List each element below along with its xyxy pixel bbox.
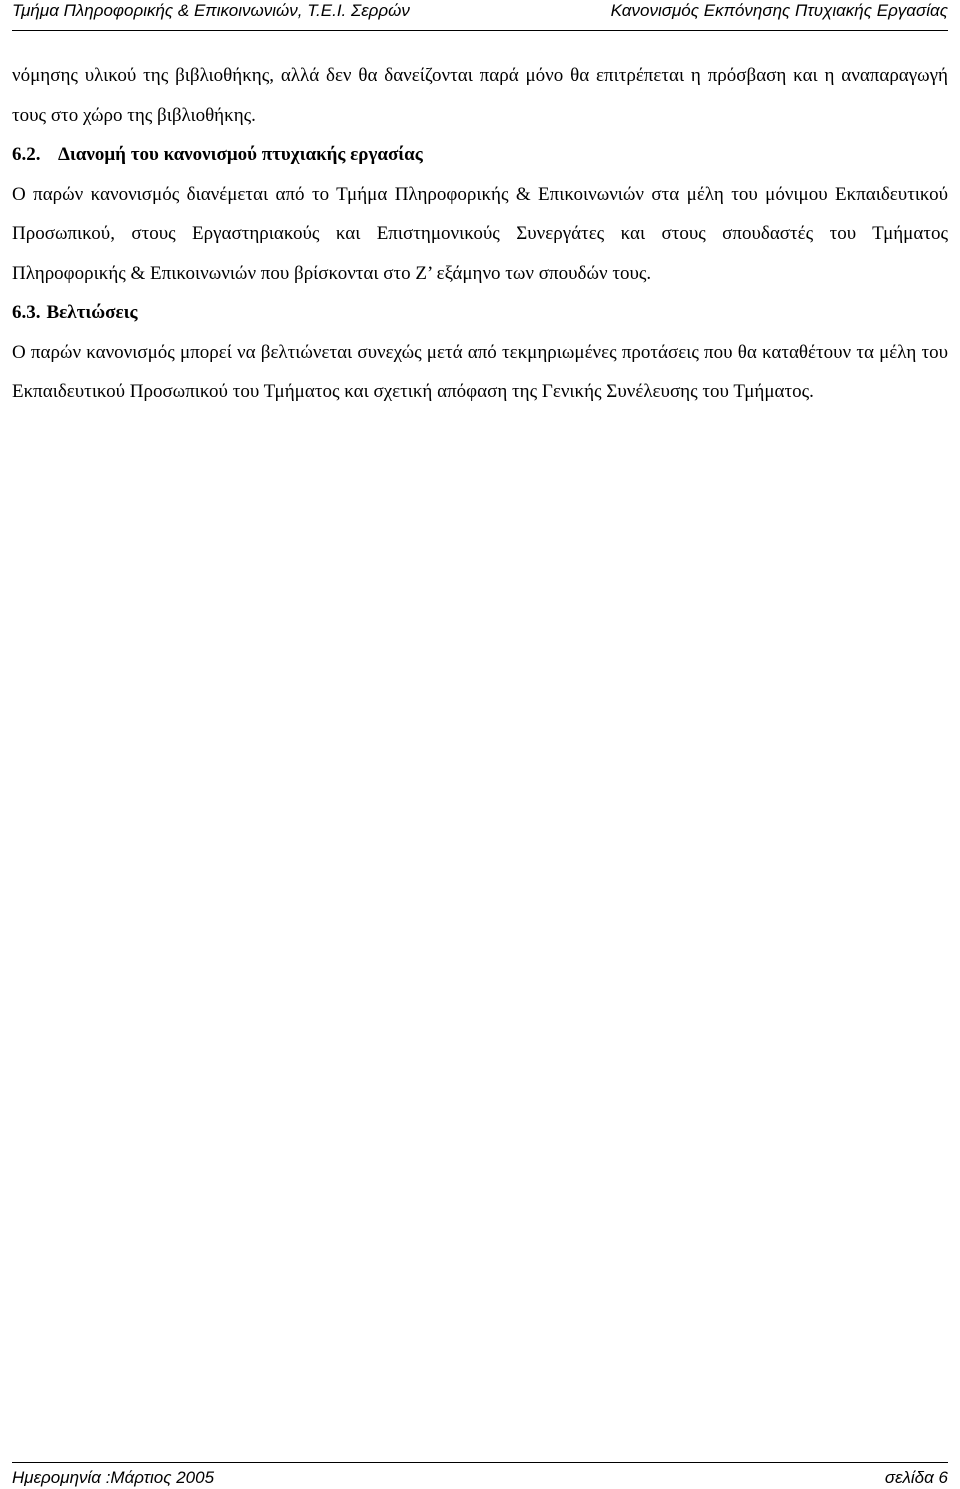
document-body	[12, 56, 948, 412]
section-6-2-title: Διανομή του κανονισμού πτυχιακής εργασίας	[58, 144, 423, 165]
section-6-2-heading	[12, 135, 948, 175]
section-6-3-heading	[12, 293, 948, 333]
intro-paragraph: νόμησης υλικού της βιβλιοθήκης, αλλά δεν θα δανείζονται παρά μόνο θα επιτρέπεται η πρόσβαση και η αναπαραγωγή τους στο χώρο της βιβλιοθήκης.	[12, 65, 948, 126]
section-6-3-number: 6.3.	[12, 302, 41, 323]
section-6-3-title: Βελτιώσεις	[46, 302, 138, 323]
section-6-2-number: 6.2.	[12, 144, 41, 165]
footer-date: Ημερομηνία :Μάρτιος 2005	[12, 1468, 215, 1487]
section-6-3-paragraph: Ο παρών κανονισμός μπορεί να βελτιώνεται συνεχώς μετά από τεκμηριωμένες προτάσεις που θα καταθέτουν τα μέλη του Εκπαιδευτικού Προσωπικού του Τμήματος και σχετική απόφαση της Γενικής Συνέλευσης του Τμήματος.	[12, 341, 948, 402]
page-header	[12, 0, 948, 31]
header-department: Τμήμα Πληροφορικής & Επικοινωνιών, Τ.Ε.Ι. Σερρών	[12, 1, 410, 20]
section-6-2-paragraph: Ο παρών κανονισμός διανέμεται από το Τμήμα Πληροφορικής & Επικοινωνιών στα μέλη του μόνιμου Εκπαιδευτικού Προσωπικού, στους Εργαστηριακούς και Επιστημονικούς Συνεργάτες και στους σπουδαστές του Τμήματος Πληροφορικής & Επικοινωνιών που βρίσκονται στο Ζ’ εξάμηνο των σπουδών τους.	[12, 183, 948, 284]
page-footer	[12, 1462, 948, 1485]
header-document-title: Κανονισμός Εκπόνησης Πτυχιακής Εργασίας	[610, 1, 948, 20]
footer-page-number: σελίδα 6	[884, 1468, 948, 1487]
